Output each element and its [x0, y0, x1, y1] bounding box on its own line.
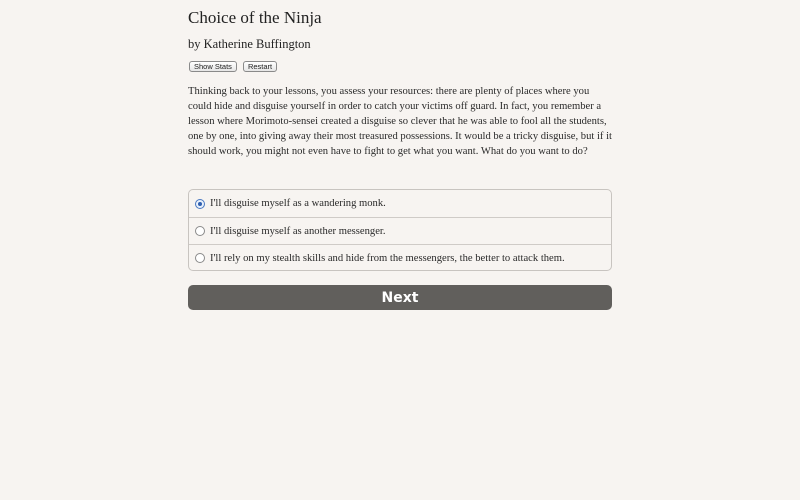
- radio-unselected-icon[interactable]: [195, 226, 205, 236]
- next-button[interactable]: Next: [188, 285, 612, 310]
- radio-selected-icon[interactable]: [195, 199, 205, 209]
- radio-unselected-icon[interactable]: [195, 253, 205, 263]
- choice-label: I'll disguise myself as a wandering monk.: [210, 198, 386, 209]
- restart-button[interactable]: Restart: [243, 61, 277, 72]
- game-title: Choice of the Ninja: [188, 8, 322, 27]
- choice-option[interactable]: [189, 217, 611, 244]
- choice-list: [188, 189, 612, 271]
- choice-label: I'll disguise myself as another messenger.: [210, 225, 386, 237]
- choice-option[interactable]: [189, 244, 611, 271]
- choice-option[interactable]: [189, 190, 611, 217]
- choice-label: I'll rely on my stealth skills and hide from the messengers, the better to attack them.: [210, 252, 565, 264]
- story-passage: Thinking back to your lessons, you assess your resources: there are plenty of places where you could hide and disguise yourself in order to catch your victims off guard. In fact, you remember a lesson where Morimoto-sensei created a disguise so clever that he was able to fool all the students, one by one, into giving away their most treasured possessions. It would be a tricky disguise, but if it should work, you might not even have to fight to get what you want. What do you want to do?: [188, 86, 612, 157]
- author-byline: by Katherine Buffington: [188, 37, 311, 51]
- show-stats-button[interactable]: Show Stats: [189, 61, 237, 72]
- toolbar: [189, 61, 277, 72]
